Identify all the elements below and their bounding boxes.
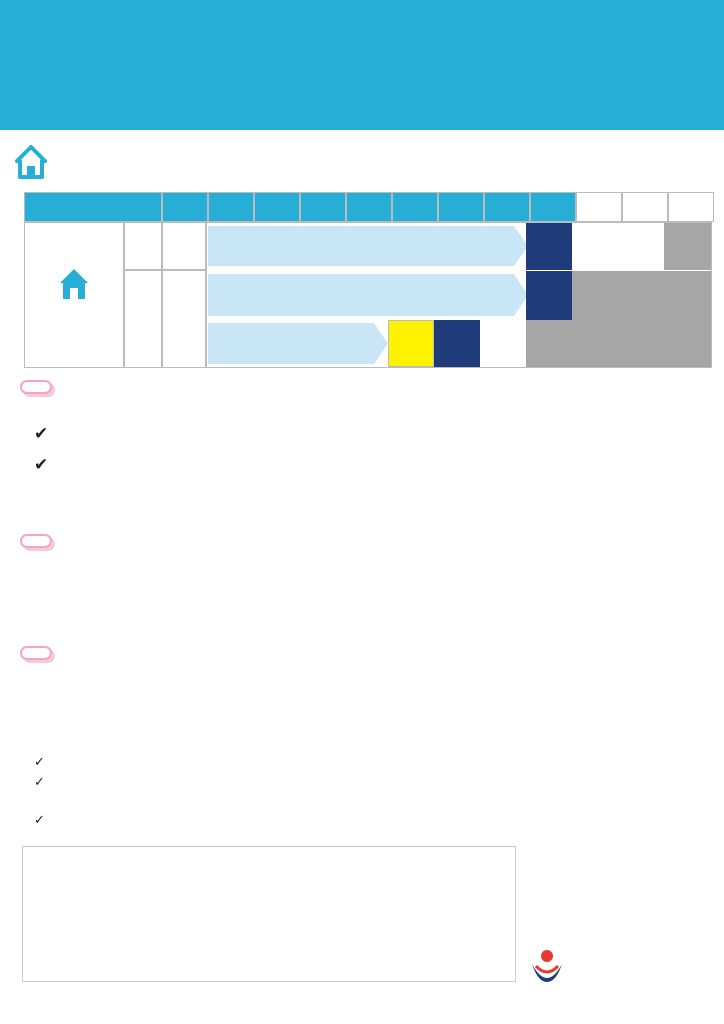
patient-type-cell xyxy=(24,222,124,368)
inactive-cell xyxy=(572,271,711,367)
section-title-during-care xyxy=(20,380,52,394)
day-header-10 xyxy=(622,192,668,222)
day-header-11 xyxy=(668,192,714,222)
after-care-small xyxy=(480,320,526,367)
symptomatic-cell xyxy=(124,222,162,270)
check-icon: ✓ xyxy=(34,755,45,770)
ministry-logo-icon xyxy=(528,948,566,988)
day-header-0 xyxy=(162,192,208,222)
section-title-condition-change xyxy=(20,534,52,548)
table-header-blank xyxy=(24,192,162,222)
check-icon: ✓ xyxy=(34,813,45,828)
onset-day-cell xyxy=(162,222,206,270)
stay-home-arrow-kit xyxy=(208,323,388,364)
release-cell-asymptomatic xyxy=(526,271,572,320)
check-icon: ✔ xyxy=(34,424,49,444)
stay-home-arrow-symptomatic xyxy=(208,226,528,266)
antigen-kit-cell xyxy=(388,320,434,367)
header-banner xyxy=(0,0,724,130)
check-icon: ✓ xyxy=(34,775,45,790)
day-header-6 xyxy=(438,192,484,222)
check-icon: ✔ xyxy=(34,455,49,475)
day-header-3 xyxy=(300,192,346,222)
asymptomatic-cell xyxy=(124,270,162,368)
section-title-after-release xyxy=(20,646,52,660)
day-header-2 xyxy=(254,192,300,222)
day-header-9 xyxy=(576,192,622,222)
notice-box xyxy=(22,846,516,982)
after-care-text xyxy=(572,223,664,270)
day-header-1 xyxy=(208,192,254,222)
day-header-5 xyxy=(392,192,438,222)
day-header-4 xyxy=(346,192,392,222)
inactive-cell xyxy=(664,223,711,270)
release-cell-symptomatic xyxy=(526,223,572,270)
release-cell-kit xyxy=(434,320,480,367)
day-header-8 xyxy=(530,192,576,222)
day-header-7 xyxy=(484,192,530,222)
stay-home-arrow-asymptomatic xyxy=(208,274,528,316)
inactive-cell xyxy=(526,320,572,367)
house-icon xyxy=(57,266,91,306)
house-icon xyxy=(14,144,48,184)
test-day-cell xyxy=(162,270,206,368)
